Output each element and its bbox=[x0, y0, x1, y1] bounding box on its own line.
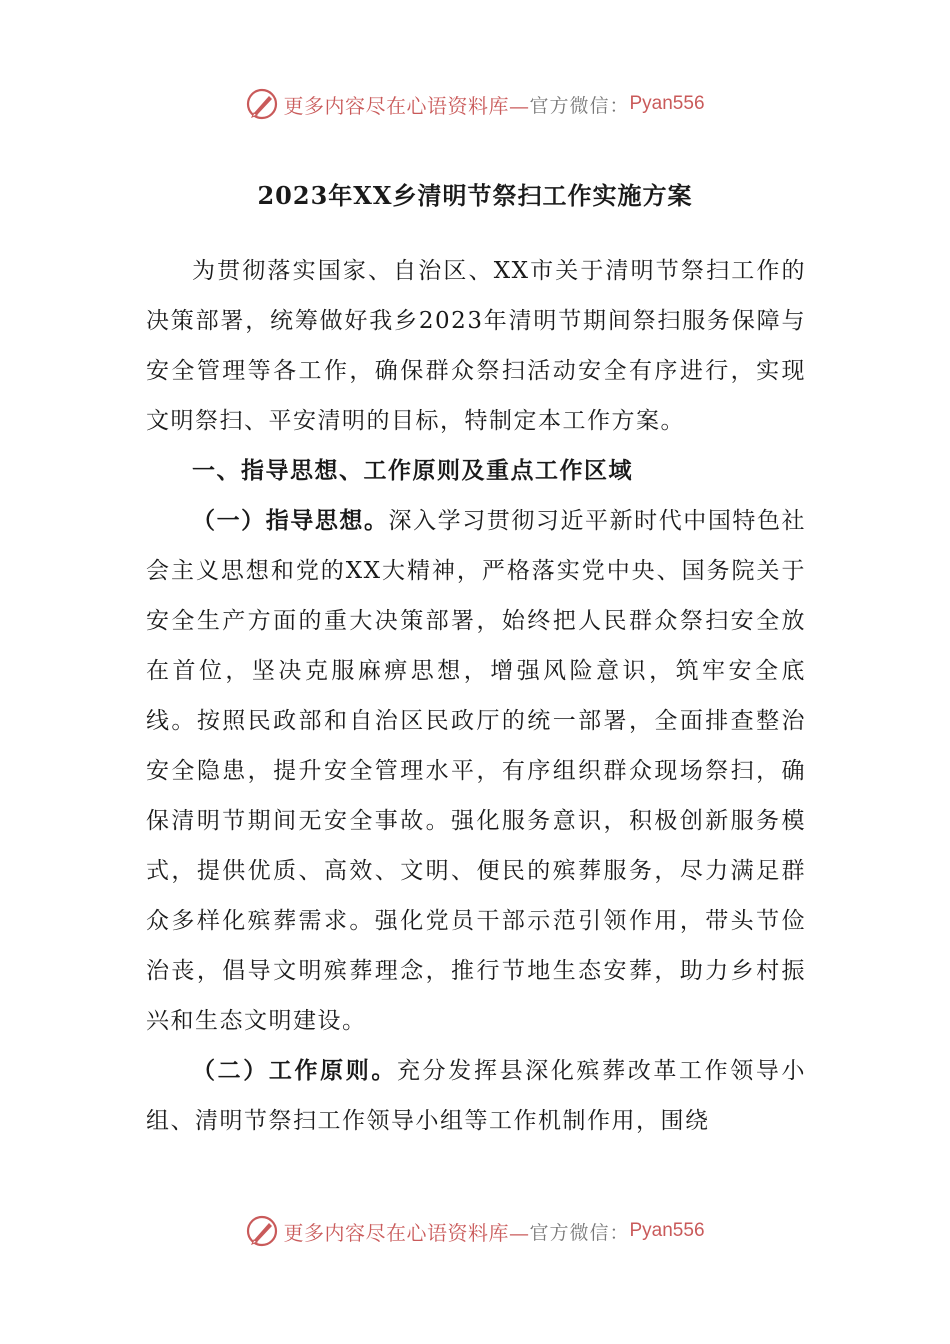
work-principles-lead: （二）工作原则。 bbox=[192, 1058, 398, 1084]
document-body bbox=[146, 246, 806, 1146]
banner-wechat-label: 官方微信： bbox=[529, 94, 630, 117]
work-principles-text: 充分发挥县深化殡葬改革工作领导小组、清明节祭扫工作领导小组等工作机制作用，围绕 bbox=[146, 1058, 807, 1134]
document-title: 2023年XX乡清明节祭扫工作实施方案 bbox=[257, 181, 693, 210]
intro-paragraph: 为贯彻落实国家、自治区、XX市关于清明节祭扫工作的决策部署，统筹做好我乡2023年清明节期间祭扫服务保障与安全管理等各工作，确保群众祭扫活动安全有序进行，实现文明祭扫、平安清明的目标，特制定本工作方案。 bbox=[146, 258, 806, 434]
work-principles-paragraph bbox=[146, 1046, 806, 1146]
banner-text: 更多内容尽在心语资料库— bbox=[283, 93, 530, 118]
guiding-ideology-text: 深入学习贯彻习近平新时代中国特色社会主义思想和党的XX大精神，严格落实党中央、国务院关于安全生产方面的重大决策部署，始终把人民群众祭扫安全放在首位，坚决克服麻痹思想，增强风险意识，筑牢安全底线。按照民政部和自治区民政厅的统一部署，全面排查整治安全隐患，提升安全管理水平，有序组织群众现场祭扫，确保清明节期间无安全事故。强化服务意识，积极创新服务模式，提供优质、高效、文明、便民的殡葬服务，尽力满足群众多样化殡葬需求。强化党员干部示范引领作用，带头节俭治丧，倡导文明殡葬理念，推行节地生态安葬，助力乡村振兴和生态文明建设。 bbox=[146, 508, 806, 1034]
banner-handle: Pyan556 bbox=[629, 1220, 705, 1241]
guiding-ideology-paragraph bbox=[146, 496, 806, 1046]
banner-wechat-label: 官方微信： bbox=[529, 1221, 630, 1244]
pen-logo-icon bbox=[245, 1214, 279, 1248]
banner-text: 更多内容尽在心语资料库— bbox=[283, 1220, 530, 1245]
header-banner bbox=[0, 84, 950, 124]
banner-handle: Pyan556 bbox=[629, 93, 705, 114]
pen-logo-icon bbox=[245, 87, 279, 121]
footer-banner bbox=[0, 1211, 950, 1251]
guiding-ideology-lead: （一）指导思想。 bbox=[192, 508, 389, 534]
section-heading: 一、指导思想、工作原则及重点工作区域 bbox=[192, 458, 633, 484]
